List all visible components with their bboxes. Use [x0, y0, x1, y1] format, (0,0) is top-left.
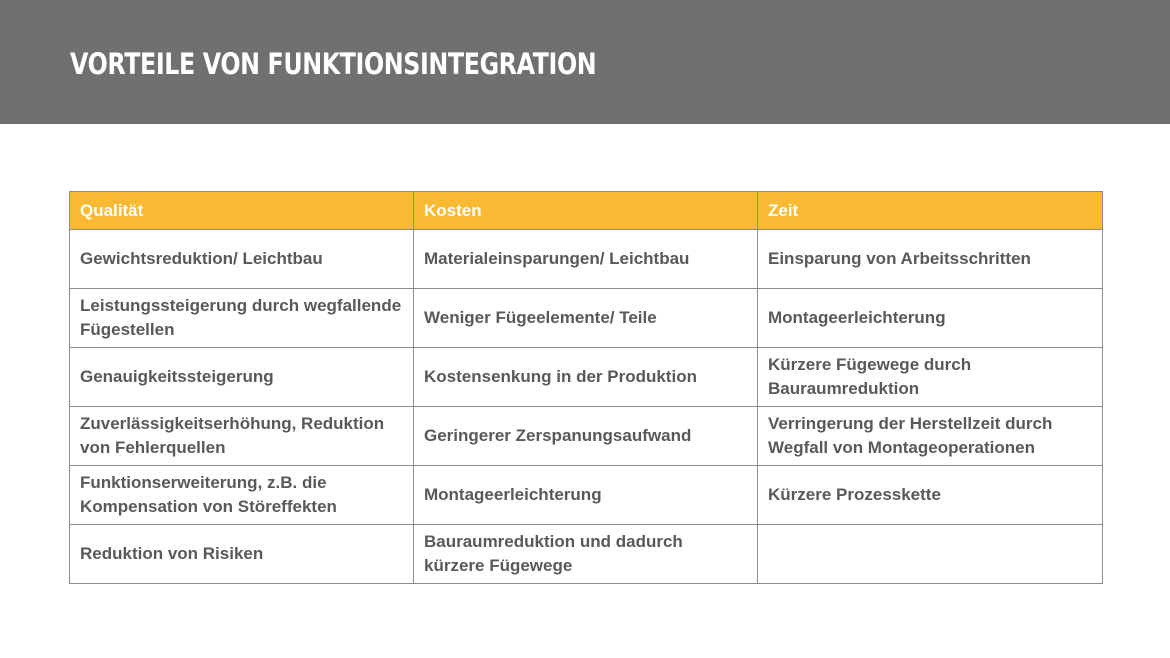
table-cell-kosten: Bauraumreduktion und dadurch kürzere Fügewege — [414, 525, 758, 584]
column-header-zeit: Zeit — [758, 192, 1103, 230]
table-cell-qualitaet: Zuverlässigkeitserhöhung, Reduktion von Fehlerquellen — [70, 407, 414, 466]
column-header-qualitaet: Qualität — [70, 192, 414, 230]
table-row — [70, 525, 1103, 584]
table-cell-zeit: Montageerleichterung — [758, 289, 1103, 348]
table-row — [70, 289, 1103, 348]
table-cell-kosten: Kostensenkung in der Produktion — [414, 348, 758, 407]
table-cell-qualitaet: Genauigkeitssteigerung — [70, 348, 414, 407]
table-cell-kosten: Materialeinsparungen/ Leichtbau — [414, 230, 758, 289]
column-header-kosten: Kosten — [414, 192, 758, 230]
table-cell-qualitaet: Funktionserweiterung, z.B. die Kompensation von Störeffekten — [70, 466, 414, 525]
table-row — [70, 348, 1103, 407]
table-cell-kosten: Geringerer Zerspanungsaufwand — [414, 407, 758, 466]
benefits-table — [69, 191, 1103, 584]
table-cell-zeit: Einsparung von Arbeitsschritten — [758, 230, 1103, 289]
table-cell-zeit: Verringerung der Herstellzeit durch Wegfall von Montageoperationen — [758, 407, 1103, 466]
table-cell-zeit: Kürzere Fügewege durch Bauraumreduktion — [758, 348, 1103, 407]
table-header-row — [70, 192, 1103, 230]
table-cell-zeit — [758, 525, 1103, 584]
title-bar — [0, 0, 1170, 124]
table-cell-qualitaet: Reduktion von Risiken — [70, 525, 414, 584]
table-cell-kosten: Weniger Fügeelemente/ Teile — [414, 289, 758, 348]
table-row — [70, 230, 1103, 289]
table-cell-qualitaet: Gewichtsreduktion/ Leichtbau — [70, 230, 414, 289]
table-cell-kosten: Montageerleichterung — [414, 466, 758, 525]
table-row — [70, 407, 1103, 466]
table-row — [70, 466, 1103, 525]
table-cell-zeit: Kürzere Prozesskette — [758, 466, 1103, 525]
page-title: VORTEILE VON FUNKTIONSINTEGRATION — [70, 47, 597, 81]
table-cell-qualitaet: Leistungssteigerung durch wegfallende Fügestellen — [70, 289, 414, 348]
